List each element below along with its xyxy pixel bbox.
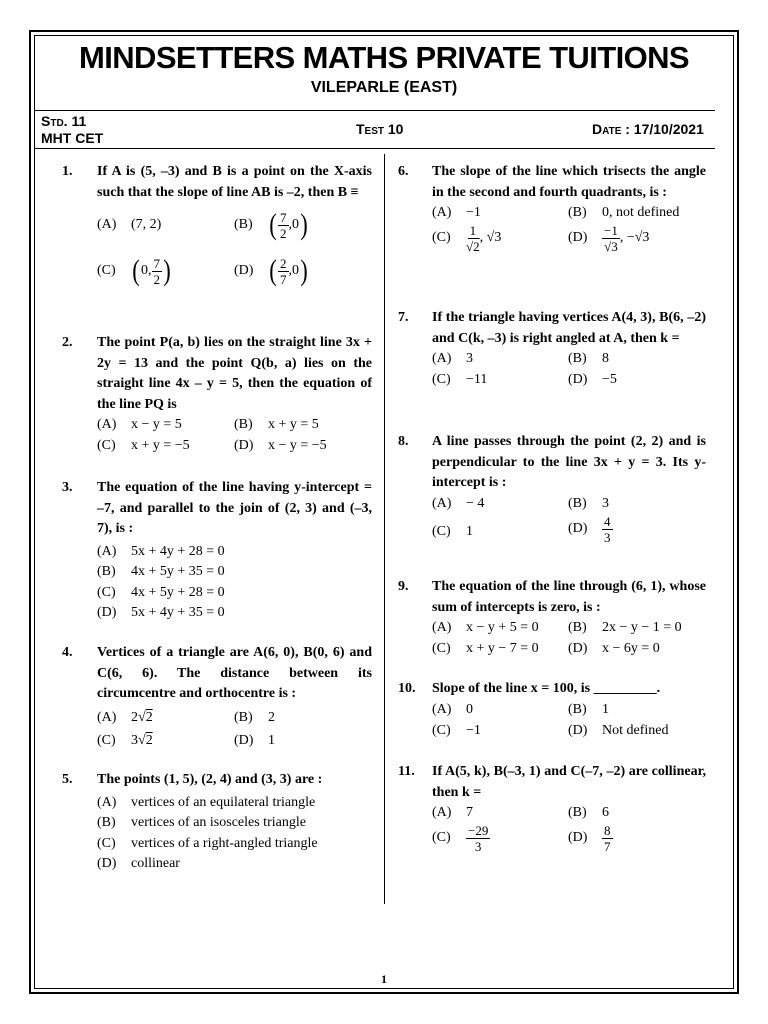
fraction: [466, 823, 490, 854]
option-d: [568, 639, 660, 660]
option-text: 7: [466, 805, 473, 820]
options: [432, 349, 706, 391]
option-label: (B): [234, 709, 253, 725]
question-text: The point P(a, b) lies on the straight line 3x + 2y = 13 and the point Q(b, a) lies on the straight line 4x – y = 5, then the equation of the line PQ is: [97, 335, 372, 412]
fraction-numerator: −1: [604, 223, 618, 238]
option-b: [97, 813, 372, 834]
fraction-numerator: 7: [153, 255, 160, 271]
sqrt-radicand: 2: [145, 732, 153, 748]
option-label: (B): [234, 216, 253, 232]
option-label: (B): [568, 805, 587, 820]
option-c: [432, 370, 487, 391]
option-c: [432, 639, 539, 660]
option-label: (B): [568, 620, 587, 635]
option-a: [432, 203, 481, 224]
question-11: [398, 762, 706, 863]
option-label: (C): [97, 262, 116, 278]
paren-left: (: [269, 208, 277, 241]
fraction: [278, 210, 289, 241]
option-c: [432, 522, 473, 543]
fraction: [602, 823, 613, 854]
fraction-denominator: 7: [280, 271, 287, 287]
option-label: (C): [97, 732, 116, 748]
option-c: [97, 436, 190, 457]
course-label: MHT CET: [41, 130, 104, 146]
option-text: x − y = −5: [268, 438, 327, 453]
fraction-numerator: 4: [604, 513, 611, 529]
option-a: [432, 349, 473, 370]
question-10: [398, 679, 706, 742]
option-label: (D): [568, 520, 588, 536]
sqrt-radicand: 2: [473, 239, 480, 254]
paren-right: ): [300, 254, 308, 287]
options: [432, 618, 706, 660]
question-text: If A is (5, –3) and B is a point on the X-axis such that the slope of line AB is –2, then B ≡: [97, 164, 372, 200]
fraction: [602, 514, 613, 545]
option-label: (B): [97, 815, 116, 830]
option-a: [97, 203, 161, 247]
fraction: [602, 223, 620, 254]
fraction-numerator: 7: [280, 209, 287, 225]
option-label: (B): [234, 417, 253, 432]
question-7: [398, 308, 706, 391]
option-label: (C): [432, 523, 451, 539]
question-1: [62, 162, 372, 295]
options: [97, 542, 372, 624]
option-label: (B): [568, 351, 587, 366]
option-label: (D): [234, 732, 254, 748]
option-text: 0, not defined: [602, 205, 680, 220]
option-label: (C): [432, 372, 451, 387]
option-text: 3: [466, 351, 473, 366]
fraction-denominator: √2: [466, 239, 480, 254]
option-text: 0: [466, 701, 473, 717]
paren-left: (: [132, 254, 140, 287]
fraction-denominator: 2: [153, 271, 160, 287]
question-number: 7.: [398, 310, 409, 325]
option-c: [97, 731, 153, 752]
options: [432, 494, 706, 554]
option-a: [432, 618, 539, 639]
option-coef: 2: [131, 709, 138, 725]
option-a: [432, 803, 473, 824]
option-text: Not defined: [602, 722, 669, 738]
option-text: − 4: [466, 495, 485, 511]
sqrt-sign: √: [138, 732, 146, 748]
option-text-rest: ,0: [288, 216, 299, 232]
option-label: (B): [97, 564, 116, 579]
fraction-denominator: √3: [604, 239, 618, 254]
fraction-numerator: 2: [280, 255, 287, 271]
date-label: Date : 17/10/2021: [592, 121, 704, 137]
fraction: [152, 256, 163, 287]
question-text: Vertices of a triangle are A(6, 0), B(0, 6) and C(6, 6). The distance between its circumcentre and orthocentre is :: [97, 645, 372, 701]
option-text: 4x + 5y + 35 = 0: [131, 564, 225, 579]
option-b: [234, 415, 319, 436]
options: [432, 203, 706, 263]
option-label: (C): [97, 835, 116, 851]
option-label: (D): [97, 856, 117, 871]
test-label: Test 10: [356, 121, 404, 137]
options: [97, 708, 372, 754]
option-text: −1: [466, 205, 481, 220]
option-text: 1: [602, 701, 609, 717]
option-text: x + y = 5: [268, 417, 319, 432]
option-d: [568, 514, 613, 545]
option-label: (D): [568, 230, 588, 246]
option-text: −5: [602, 372, 617, 387]
option-b: [568, 618, 682, 639]
option-label: (D): [568, 830, 588, 846]
fraction-denominator: 7: [604, 839, 611, 854]
option-text: (7, 2): [131, 216, 162, 232]
option-text: 8: [602, 351, 609, 366]
option-a: [97, 415, 182, 436]
question-number: 8.: [398, 434, 409, 449]
option-text: 5x + 4y + 28 = 0: [131, 543, 225, 559]
option-text: collinear: [131, 856, 180, 871]
option-label: (A): [432, 620, 452, 635]
option-d: [97, 603, 372, 624]
question-text: If the triangle having vertices A(4, 3), B(6, –2) and C(k, –3) is right angled at A, then k =: [432, 310, 706, 346]
option-label: (D): [568, 372, 588, 387]
option-b: [568, 203, 679, 224]
question-6: [398, 162, 706, 263]
option-label: (A): [432, 701, 452, 717]
question-3: [62, 478, 372, 624]
option-text-rest: , −√3: [619, 230, 650, 246]
page-number: 1: [381, 972, 387, 986]
question-number: 9.: [398, 579, 409, 594]
options: [97, 793, 372, 875]
option-d: [568, 823, 613, 854]
option-d: [568, 721, 668, 742]
option-label: (A): [432, 205, 452, 220]
option-text: 3: [602, 495, 609, 511]
options: [97, 415, 372, 457]
option-coef: 3: [131, 732, 138, 748]
option-text: −11: [466, 372, 488, 387]
option-text: x + y − 7 = 0: [466, 641, 539, 656]
option-d: [568, 223, 649, 254]
option-b: [234, 203, 309, 247]
question-text: The slope of the line which trisects the angle in the second and fourth quadrants, is :: [432, 164, 706, 200]
option-text: vertices of an isosceles triangle: [131, 815, 306, 830]
option-text: 5x + 4y + 35 = 0: [131, 605, 225, 620]
header-rule-bottom: [34, 148, 715, 149]
option-text-rest: ,0: [288, 262, 299, 278]
column-divider: [384, 154, 385, 904]
question-number: 2.: [62, 335, 73, 350]
option-label: (C): [97, 584, 116, 600]
question-9: [398, 577, 706, 660]
question-text: If A(5, k), B(–3, 1) and C(–7, –2) are collinear, then k =: [432, 764, 706, 800]
page-subtitle: VILEPARLE (EAST): [310, 79, 458, 96]
option-a: [432, 700, 473, 721]
option-label: (C): [432, 830, 451, 846]
question-number: 1.: [62, 164, 73, 179]
fraction-denominator: 3: [474, 839, 482, 854]
option-label: (B): [568, 205, 587, 220]
option-label: (A): [97, 794, 117, 810]
fraction-denominator: 2: [280, 225, 287, 241]
options: [97, 203, 372, 295]
option-a: [97, 542, 372, 563]
option-text-pre: 0,: [141, 262, 152, 278]
option-d: [234, 436, 327, 457]
question-text: The points (1, 5), (2, 4) and (3, 3) are :: [97, 772, 323, 787]
paren-right: ): [163, 254, 171, 287]
option-text: 2x − y − 1 = 0: [602, 620, 682, 635]
option-c: [97, 834, 372, 855]
option-label: (C): [432, 230, 451, 246]
question-number: 5.: [62, 772, 73, 787]
options: [432, 700, 706, 742]
option-text: 2: [268, 709, 275, 725]
option-label: (D): [97, 605, 117, 620]
option-label: (D): [568, 641, 588, 656]
question-number: 6.: [398, 164, 409, 179]
question-text: The equation of the line through (6, 1), whose sum of intercepts is zero, is :: [432, 579, 706, 615]
page-title: MINDSETTERS MATHS PRIVATE TUITIONS: [79, 40, 689, 75]
option-text: 1: [466, 523, 473, 539]
question-2: [62, 333, 372, 457]
option-c: [432, 223, 501, 254]
fraction-denominator: 3: [604, 529, 611, 545]
question-text: A line passes through the point (2, 2) and is perpendicular to the line 3x + y = 3. Its y-intercept is :: [432, 434, 706, 490]
option-text: 6: [602, 805, 609, 820]
option-label: (D): [568, 722, 588, 738]
question-8: [398, 432, 706, 554]
paren-left: (: [269, 254, 277, 287]
fraction: [466, 223, 480, 254]
header-rule-top: [34, 110, 715, 111]
option-b: [568, 700, 609, 721]
option-a: [432, 494, 484, 515]
option-d: [234, 249, 309, 293]
option-d: [234, 731, 275, 752]
option-label: (A): [97, 543, 117, 559]
option-d: [568, 370, 617, 391]
sqrt-radicand: 3: [611, 239, 618, 254]
question-4: [62, 643, 372, 754]
option-c: [432, 823, 490, 854]
option-c: [97, 249, 172, 293]
option-label: (A): [432, 805, 452, 820]
fraction: [278, 256, 289, 287]
question-number: 10.: [398, 681, 416, 696]
option-c: [97, 583, 372, 604]
option-a: [97, 708, 153, 729]
question-text: The equation of the line having y-intercept = –7, and parallel to the join of (2, 3) and (–3, 7), is :: [97, 480, 372, 536]
option-label: (C): [97, 438, 116, 453]
question-number: 3.: [62, 480, 73, 495]
option-text: vertices of a right-angled triangle: [131, 835, 318, 851]
option-text: 1: [268, 732, 275, 748]
option-text: 4x + 5y + 28 = 0: [131, 584, 225, 600]
fraction-numerator: −29: [468, 823, 489, 838]
option-d: [97, 854, 372, 875]
option-text: vertices of an equilateral triangle: [131, 794, 316, 810]
question-5: [62, 770, 372, 875]
fraction-numerator: 8: [604, 823, 611, 838]
option-text: −1: [466, 722, 481, 738]
option-label: (B): [568, 701, 587, 717]
option-label: (A): [432, 495, 452, 511]
option-label: (A): [97, 709, 117, 725]
option-label: (A): [97, 216, 117, 232]
sqrt-radicand: 2: [145, 709, 153, 725]
option-b: [234, 708, 275, 729]
option-label: (D): [234, 438, 254, 453]
option-label: (A): [432, 351, 452, 366]
option-label: (C): [432, 641, 451, 656]
option-b: [97, 562, 372, 583]
option-label: (D): [234, 262, 254, 278]
option-text: x + y = −5: [131, 438, 190, 453]
option-text-rest: , √3: [479, 230, 502, 246]
option-b: [568, 349, 609, 370]
option-label: (A): [97, 417, 117, 432]
options: [432, 803, 706, 863]
paren-right: ): [300, 208, 308, 241]
option-b: [568, 494, 609, 515]
option-label: (C): [432, 722, 451, 738]
option-c: [432, 721, 481, 742]
sqrt-sign: √: [138, 709, 146, 725]
fraction-numerator: 1: [469, 223, 477, 238]
option-a: [97, 793, 372, 814]
question-number: 11.: [398, 764, 415, 779]
question-number: 4.: [62, 645, 73, 660]
question-text: Slope of the line x = 100, is _________.: [432, 681, 661, 696]
option-text: x − 6y = 0: [602, 641, 660, 656]
option-b: [568, 803, 609, 824]
std-label: Std. 11: [41, 113, 87, 129]
option-label: (B): [568, 495, 587, 511]
option-text: x − y + 5 = 0: [466, 620, 539, 635]
option-text: x − y = 5: [131, 417, 182, 432]
